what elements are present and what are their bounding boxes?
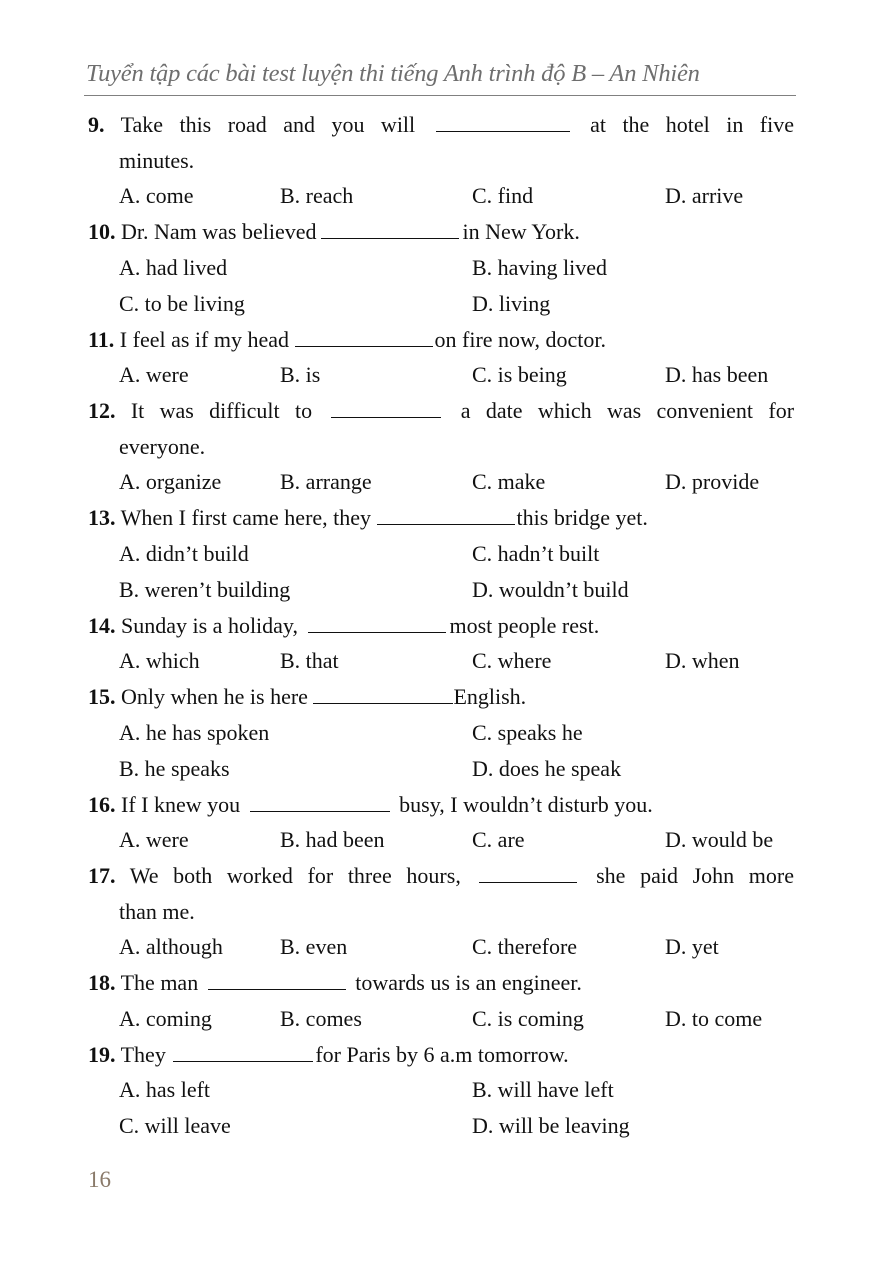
option-c: C. is coming (472, 1005, 584, 1031)
answer-blank (295, 328, 433, 347)
answer-blank (377, 506, 515, 525)
option-d: D. to come (665, 1005, 763, 1031)
option-c: C. therefore (472, 934, 578, 959)
option-a: A. come (119, 183, 194, 208)
question-stem (88, 500, 794, 536)
question-number: 12. (88, 398, 116, 423)
question-stem (88, 214, 794, 250)
stem-text-before: Sunday is a holiday, (121, 612, 298, 638)
question-stem (88, 608, 794, 644)
option-d: D. does he speak (472, 755, 622, 781)
option-c: C. to be living (119, 290, 245, 316)
options-row (88, 536, 794, 572)
answer-blank (208, 971, 346, 990)
options-row (88, 1072, 794, 1108)
option-b: B. will have left (472, 1077, 614, 1102)
options-row (88, 250, 794, 286)
option-c: C. will leave (119, 1113, 231, 1138)
stem-text-before: The man (120, 970, 199, 995)
stem-text-before: Take this road and you will (120, 112, 416, 137)
stem-continuation: everyone. (119, 433, 206, 459)
option-b: B. he speaks (119, 755, 230, 781)
question-stem (88, 1037, 794, 1073)
option-a: A. had lived (119, 254, 228, 280)
option-b: B. had been (280, 827, 385, 852)
question-number: 13. (88, 505, 116, 530)
question-number: 17. (88, 863, 116, 888)
question-number: 9. (88, 112, 105, 137)
question-10 (88, 214, 794, 322)
stem-text-before: They (120, 1041, 166, 1067)
stem-text-after: English. (453, 684, 527, 709)
stem-text-before: I feel as if my head (119, 326, 289, 352)
question-11 (88, 322, 794, 394)
question-17 (88, 858, 794, 965)
question-13 (88, 500, 794, 608)
stem-text-after: towards us is an engineer. (355, 970, 582, 995)
answer-blank (479, 864, 577, 883)
page-number: 16 (88, 1167, 111, 1192)
stem-text-after: most people rest. (449, 612, 600, 638)
option-b: B. that (280, 648, 339, 673)
options-row (88, 715, 794, 751)
option-a: A. were (119, 362, 189, 387)
option-b: B. even (280, 934, 348, 959)
question-stem (88, 787, 794, 823)
question-list (88, 107, 794, 1144)
option-d: D. will be leaving (472, 1113, 630, 1138)
question-number: 16. (88, 791, 116, 817)
header-divider (84, 95, 796, 96)
option-d: D. would be (665, 827, 774, 852)
option-c: C. make (472, 469, 546, 494)
answer-blank (321, 220, 459, 239)
question-number: 18. (88, 970, 116, 995)
option-b: B. weren’t building (119, 576, 291, 602)
option-d: D. wouldn’t build (472, 576, 629, 602)
options-row (88, 643, 794, 679)
stem-continuation: minutes. (119, 147, 195, 173)
question-18 (88, 965, 794, 1037)
option-b: B. arrange (280, 469, 372, 494)
question-15 (88, 679, 794, 787)
option-a: A. organize (119, 469, 222, 494)
option-b: B. comes (280, 1005, 362, 1031)
stem-text-after: she paid John more (596, 863, 794, 888)
option-b: B. having lived (472, 254, 608, 280)
question-stem (88, 107, 794, 143)
options-row (88, 822, 794, 858)
option-c: C. are (472, 827, 525, 852)
options-row (88, 1001, 794, 1037)
stem-text-before: Dr. Nam was believed (121, 219, 317, 244)
stem-text-after: this bridge yet. (516, 505, 648, 530)
option-a: A. didn’t build (119, 540, 249, 566)
option-a: A. although (119, 934, 223, 959)
question-stem (88, 965, 794, 1001)
stem-text-before: When I first came here, they (120, 505, 372, 530)
stem-text-before: It was difficult to (130, 398, 313, 423)
answer-blank (436, 113, 570, 132)
option-a: A. he has spoken (119, 719, 270, 745)
question-9 (88, 107, 794, 214)
option-a: A. were (119, 827, 189, 852)
question-12 (88, 393, 794, 500)
stem-text-before: If I knew you (121, 791, 241, 817)
option-c: C. speaks he (472, 719, 583, 745)
answer-blank (173, 1043, 313, 1062)
question-stem (88, 858, 794, 894)
option-a: A. which (119, 648, 200, 673)
option-d: D. has been (665, 362, 769, 387)
answer-blank (250, 793, 390, 812)
stem-text-after: a date which was convenient for (460, 398, 795, 423)
answer-blank (331, 399, 441, 418)
option-c: C. is being (472, 362, 567, 387)
question-14 (88, 608, 794, 680)
answer-blank (308, 614, 446, 633)
stem-text-before: We both worked for three hours, (129, 863, 461, 888)
option-d: D. provide (665, 469, 760, 494)
answer-blank (313, 685, 453, 704)
stem-text-after: busy, I wouldn’t disturb you. (399, 791, 653, 817)
question-16 (88, 787, 794, 859)
option-d: D. arrive (665, 183, 744, 208)
options-row (88, 286, 794, 322)
question-stem (88, 322, 794, 358)
question-stem (88, 393, 794, 429)
question-number: 14. (88, 612, 116, 638)
stem-text-after: in New York. (462, 219, 580, 244)
question-number: 11. (88, 326, 115, 352)
options-row (88, 464, 794, 500)
stem-text-after: on fire now, doctor. (434, 326, 606, 352)
option-a: A. coming (119, 1005, 212, 1031)
option-d: D. living (472, 290, 551, 316)
option-b: B. is (280, 362, 321, 387)
options-row (88, 357, 794, 393)
stem-text-after: at the hotel in five (590, 112, 795, 137)
question-number: 10. (88, 219, 116, 244)
options-row (88, 572, 794, 608)
stem-text-before: Only when he is here (121, 684, 308, 709)
question-19 (88, 1037, 794, 1145)
option-d: D. yet (665, 934, 719, 959)
options-row (88, 1108, 794, 1144)
question-number: 19. (88, 1041, 116, 1067)
option-d: D. when (665, 648, 740, 673)
running-header: Tuyển tập các bài test luyện thi tiếng Anh trình độ B – An Nhiên (86, 60, 700, 87)
stem-continuation: than me. (119, 898, 195, 924)
option-c: C. find (472, 183, 534, 208)
option-c: C. where (472, 648, 552, 673)
options-row (88, 929, 794, 965)
question-stem (88, 679, 794, 715)
options-row (88, 178, 794, 214)
question-number: 15. (88, 684, 116, 709)
option-b: B. reach (280, 183, 354, 208)
options-row (88, 751, 794, 787)
option-c: C. hadn’t built (472, 540, 600, 566)
stem-text-after: for Paris by 6 a.m tomorrow. (315, 1041, 569, 1067)
option-a: A. has left (119, 1077, 211, 1102)
